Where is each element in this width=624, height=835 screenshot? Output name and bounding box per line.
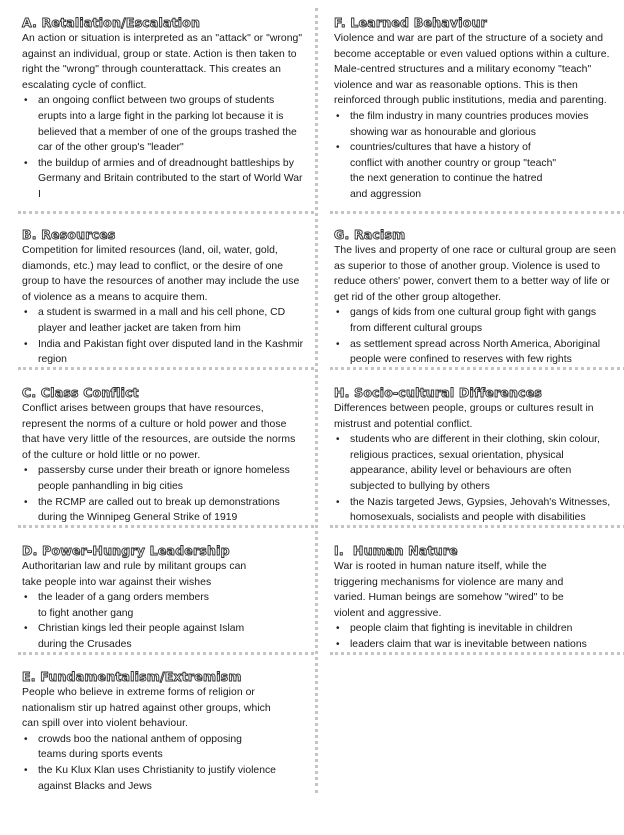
section-learned-behaviour <box>334 12 618 211</box>
section-body: Competition for limited resources (land, oil, water, gold, diamonds, etc.) may lead to conflict, or the desire of one group to have the resources of another may include the use of violence as a means to acquire them. <box>22 245 300 303</box>
bullet-icon: • <box>336 623 340 635</box>
bullet-icon: • <box>24 95 28 107</box>
bullet-icon: • <box>336 307 340 319</box>
section-title: A. Retaliation/Escalation <box>22 15 201 30</box>
section-title: F. Learned Behaviour <box>334 15 487 30</box>
left-column <box>22 12 306 798</box>
section-class-conflict <box>22 382 306 526</box>
section-divider <box>330 367 624 370</box>
list-item: • people claim that fighting is inevitable in children <box>334 621 618 637</box>
example-list <box>22 590 306 652</box>
section-body: People who believe in extreme forms of religion or nationalism stir up hatred against other groups, which can spill over into violent behaviour. <box>22 687 271 730</box>
bullet-icon: • <box>24 338 28 350</box>
section-body: Differences between people, groups or cultures result in mistrust and potential conflict. <box>334 403 594 430</box>
bullet-icon: • <box>24 496 28 508</box>
right-column <box>334 12 618 652</box>
example-list <box>22 463 306 525</box>
list-item: • an ongoing conflict between two groups of students erupts into a large fight in the parking lot because it is believed that a member of one of the groups trashed the car of the other group's "leader" <box>24 95 297 154</box>
section-body: Violence and war are part of the structure of a society and become acceptable or even valued options within a culture. Male-centred structures and a military economy "teach" violence and war as reasonable options. This is then reinforced through public institutions, media and parenting. <box>334 33 610 107</box>
section-divider <box>330 652 624 655</box>
list-item: • students who are different in their clothing, skin colour, religious practices, sexual orientation, physical appearance, ability level or behaviours are often subjected to bullying by others <box>336 434 600 492</box>
list-item: • Christian kings led their people against Islam during the Crusades <box>24 623 245 650</box>
section-power-hungry <box>22 540 306 652</box>
bullet-icon: • <box>24 592 28 604</box>
bullet-icon: • <box>24 733 28 745</box>
bullet-icon: • <box>24 307 28 319</box>
list-item: • leaders claim that war is inevitable between nations <box>334 637 618 653</box>
bullet-icon: • <box>336 142 340 154</box>
list-item: • the leader of a gang orders members to fight another gang <box>24 592 209 619</box>
bullet-icon: • <box>336 110 340 122</box>
column-divider <box>315 8 318 793</box>
section-title: C. Class Conflict <box>22 385 139 400</box>
section-divider <box>330 211 624 214</box>
example-list <box>334 109 618 203</box>
section-fundamentalism <box>22 666 306 798</box>
bullet-icon: • <box>336 638 340 650</box>
section-divider <box>18 525 314 528</box>
example-list <box>22 305 306 367</box>
example-list <box>334 305 618 367</box>
section-title: E. Fundamentalism/Extremism <box>22 669 242 684</box>
example-list <box>334 621 618 652</box>
bullet-icon: • <box>24 764 28 776</box>
bullet-icon: • <box>24 623 28 635</box>
section-body: Conflict arises between groups that have resources, represent the norms of a culture or hold power and those that have very little of the resources, are outside the norms of the culture or hold little or no power. <box>22 403 296 461</box>
section-title: D. Power-Hungry Leadership <box>22 543 230 558</box>
list-item: • the film industry in many countries produces movies showing war as honourable and glorious <box>336 110 589 138</box>
section-retaliation <box>22 12 306 211</box>
bullet-icon: • <box>336 496 340 508</box>
section-body: Authoritarian law and rule by militant groups can take people into war against their wishes <box>22 561 247 588</box>
bullet-icon: • <box>336 434 340 446</box>
list-item: • countries/cultures that have a history of conflict with another country or group "teach" the next generation to continue the hatred and aggression <box>336 142 557 200</box>
list-item: • India and Pakistan fight over disputed land in the Kashmir region <box>24 338 304 366</box>
bullet-icon: • <box>336 338 340 350</box>
section-human-nature <box>334 540 618 652</box>
section-body: An action or situation is interpreted as an "attack" or "wrong" against an individual, group or state. Action is then taken to right the "wrong" through counterattack. This creates an escalating cycle of conflict. <box>22 33 303 91</box>
section-body: The lives and property of one race or cultural group are seen as superior to those of another group. Violence is used to reduce others' power, convert them to a better way of life or get rid of the other group altogether. <box>334 245 617 303</box>
section-divider <box>18 652 314 655</box>
section-divider <box>330 525 624 528</box>
list-item: • crowds boo the national anthem of opposing teams during sports events <box>24 733 242 761</box>
section-divider <box>18 211 314 214</box>
bullet-icon: • <box>24 465 28 477</box>
list-item: • gangs of kids from one cultural group fight with gangs from different cultural groups <box>336 307 597 334</box>
section-socio-cultural <box>334 382 618 526</box>
example-list <box>334 432 618 526</box>
section-racism <box>334 224 618 368</box>
section-resources <box>22 224 306 368</box>
example-list <box>22 93 306 202</box>
list-item: • as settlement spread across North America, Aboriginal people were confined to reserves with few rights <box>336 338 601 366</box>
section-title: I. Human Nature <box>334 543 458 558</box>
list-item: • a student is swarmed in a mall and his cell phone, CD player and leather jacket are taken from him <box>24 307 286 334</box>
bullet-icon: • <box>24 157 28 169</box>
list-item: • the Ku Klux Klan uses Christianity to justify violence against Blacks and Jews <box>24 764 276 792</box>
list-item: • the Nazis targeted Jews, Gypsies, Jehovah's Witnesses, homosexuals, socialists and people with disabilities <box>336 496 611 524</box>
section-title: B. Resources <box>22 227 116 242</box>
list-item: • the RCMP are called out to break up demonstrations during the Winnipeg General Strike of 1919 <box>24 496 280 524</box>
list-item: • the buildup of armies and of dreadnought battleships by Germany and Britain contributed to the start of World War I <box>24 157 303 200</box>
section-title: H. Socio-cultural Differences <box>334 385 543 400</box>
section-divider <box>18 367 314 370</box>
list-item: • passersby curse under their breath or ignore homeless people panhandling in big cities <box>24 465 290 492</box>
example-list <box>22 732 306 794</box>
section-title: G. Racism <box>334 227 406 242</box>
section-body: War is rooted in human nature itself, while the triggering mechanisms for violence are many and varied. Human beings are somehow "wired" to be violent and aggressive. <box>334 561 564 619</box>
